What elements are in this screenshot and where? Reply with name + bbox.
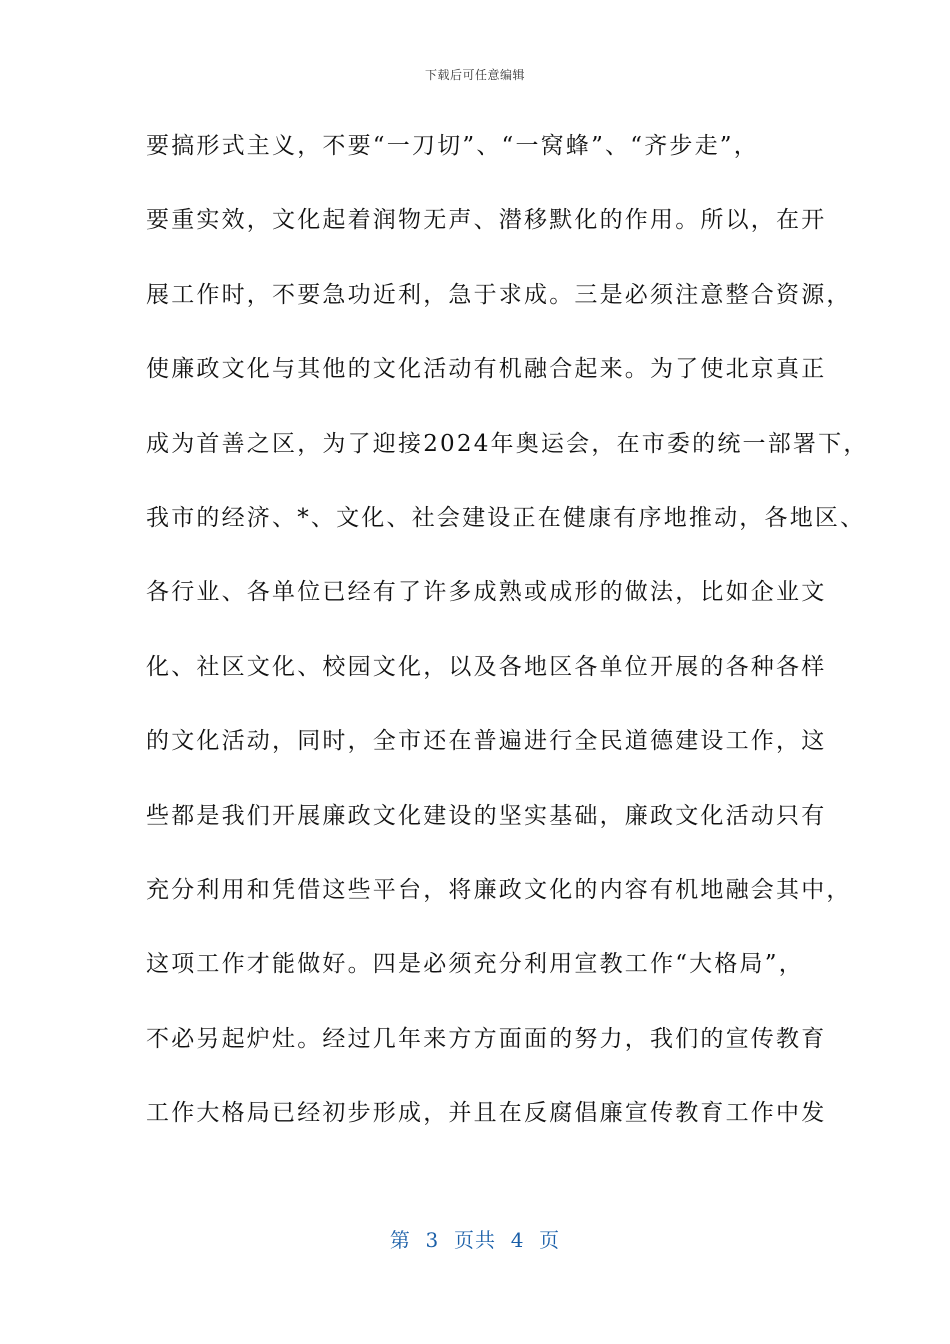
body-text [146,120,869,1161]
text-line: 使廉政文化与其他的文化活动有机融合起来。为了使北京真正 [146,356,827,383]
text-line: 化、社区文化、校园文化，以及各地区各单位开展的各种各样 [146,653,827,680]
text-line: 些都是我们开展廉政文化建设的坚实基础，廉政文化活动只有 [146,802,827,829]
text-line: 要重实效，文化起着润物无声、潜移默化的作用。所以，在开 [146,207,827,234]
text-line: 要搞形式主义，不要“一刀切”、“一窝蜂”、“齐步走”， [146,133,759,159]
text-line: 不必另起炉灶。经过几年来方方面面的努力，我们的宣传教育 [146,1025,827,1052]
text-line: 工作大格局已经初步形成，并且在反腐倡廉宣传教育工作中发 [146,1100,827,1127]
text-line: 各行业、各单位已经有了许多成熟或成形的做法，比如企业文 [146,579,827,606]
page-number-footer: 第 3 页共 4 页 [389,1228,561,1252]
text-line: 展工作时，不要急功近利，急于求成。三是必须注意整合资源， [146,281,852,308]
page-header: 下载后可任意编辑 [424,68,525,82]
text-line: 成为首善之区，为了迎接2024年奥运会，在市委的统一部署下， [146,430,869,457]
text-line: 充分利用和凭借这些平台，将廉政文化的内容有机地融会其中， [146,876,852,903]
text-line: 的文化活动，同时，全市还在普遍进行全民道德建设工作，这 [146,728,827,755]
text-line: 这项工作才能做好。四是必须充分利用宣教工作“大格局”， [146,951,804,978]
text-line: 我市的经济、*、文化、社会建设正在健康有序地推动，各地区、 [146,504,866,531]
